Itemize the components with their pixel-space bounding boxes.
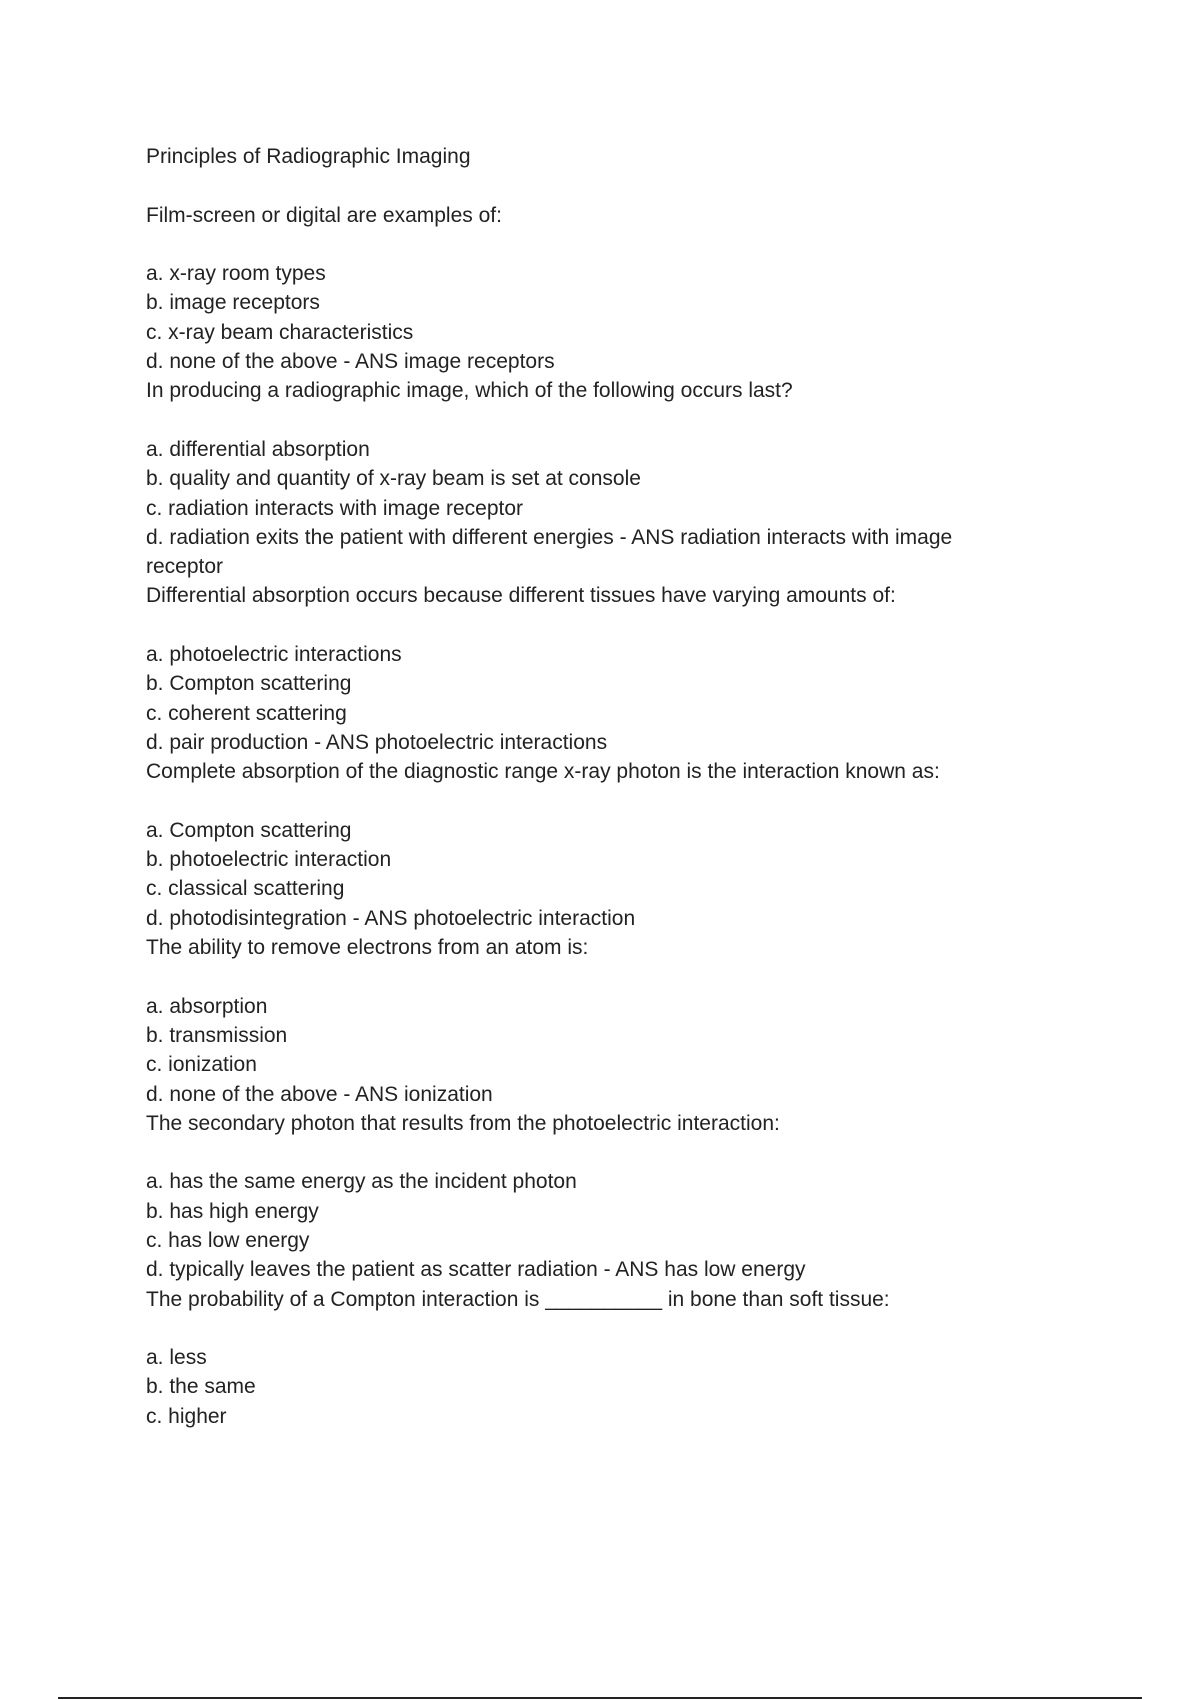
question-prompt: The ability to remove electrons from an atom is: (146, 936, 589, 960)
answer-option: c. has low energy (146, 1228, 310, 1252)
answer-option: a. less (146, 1346, 207, 1370)
question-3 (146, 581, 1026, 757)
answer-option: b. quality and quantity of x-ray beam is set at console (146, 467, 641, 491)
answer-options (146, 1167, 1026, 1284)
answer-option: a. differential absorption (146, 437, 370, 461)
question-6 (146, 1109, 1026, 1285)
footer-divider (58, 1697, 1142, 1699)
answer-options (146, 1343, 1026, 1431)
answer-option: b. has high energy (146, 1199, 319, 1223)
question-prompt: Complete absorption of the diagnostic range x-ray photon is the interaction known as: (146, 760, 940, 784)
question-5 (146, 933, 1026, 1109)
answer-option: c. coherent scattering (146, 701, 347, 725)
answer-option: d. none of the above - ANS image receptors (146, 350, 555, 374)
answer-option: c. higher (146, 1404, 227, 1428)
answer-options (146, 816, 1026, 933)
answer-option: d. none of the above - ANS ionization (146, 1082, 493, 1106)
question-2 (146, 376, 1026, 581)
question-prompt: In producing a radiographic image, which of the following occurs last? (146, 379, 793, 403)
answer-options (146, 992, 1026, 1109)
question-1 (146, 201, 1026, 377)
question-prompt: Film-screen or digital are examples of: (146, 203, 502, 227)
answer-option: d. pair production - ANS photoelectric interactions (146, 730, 608, 754)
answer-option: c. classical scattering (146, 877, 345, 901)
answer-option: c. x-ray beam characteristics (146, 320, 414, 344)
answer-options (146, 259, 1026, 376)
answer-option: a. has the same energy as the incident photon (146, 1170, 577, 1194)
answer-option: b. Compton scattering (146, 672, 352, 696)
document-title: Principles of Radiographic Imaging (146, 145, 471, 168)
answer-option: c. ionization (146, 1053, 257, 1077)
answer-option: d. photodisintegration - ANS photoelectric interaction (146, 906, 636, 930)
question-prompt: The secondary photon that results from the photoelectric interaction: (146, 1111, 780, 1135)
answer-option: b. transmission (146, 1023, 288, 1047)
answer-options (146, 435, 1026, 581)
answer-options (146, 640, 1026, 757)
answer-option: c. radiation interacts with image receptor (146, 496, 524, 520)
question-7 (146, 1285, 1026, 1431)
question-4 (146, 757, 1026, 933)
answer-option: a. photoelectric interactions (146, 643, 402, 667)
answer-option: a. Compton scattering (146, 818, 352, 842)
document-page (146, 142, 1026, 1431)
answer-option: d. radiation exits the patient with different energies - ANS radiation interacts with image receptor (146, 525, 953, 579)
question-prompt: Differential absorption occurs because different tissues have varying amounts of: (146, 584, 896, 608)
answer-option: b. the same (146, 1375, 256, 1399)
answer-option: d. typically leaves the patient as scatter radiation - ANS has low energy (146, 1258, 806, 1282)
answer-option: a. x-ray room types (146, 262, 326, 286)
answer-option: b. photoelectric interaction (146, 848, 392, 872)
answer-option: a. absorption (146, 994, 268, 1018)
answer-option: b. image receptors (146, 291, 320, 315)
question-prompt: The probability of a Compton interaction is __________ in bone than soft tissue: (146, 1287, 890, 1311)
